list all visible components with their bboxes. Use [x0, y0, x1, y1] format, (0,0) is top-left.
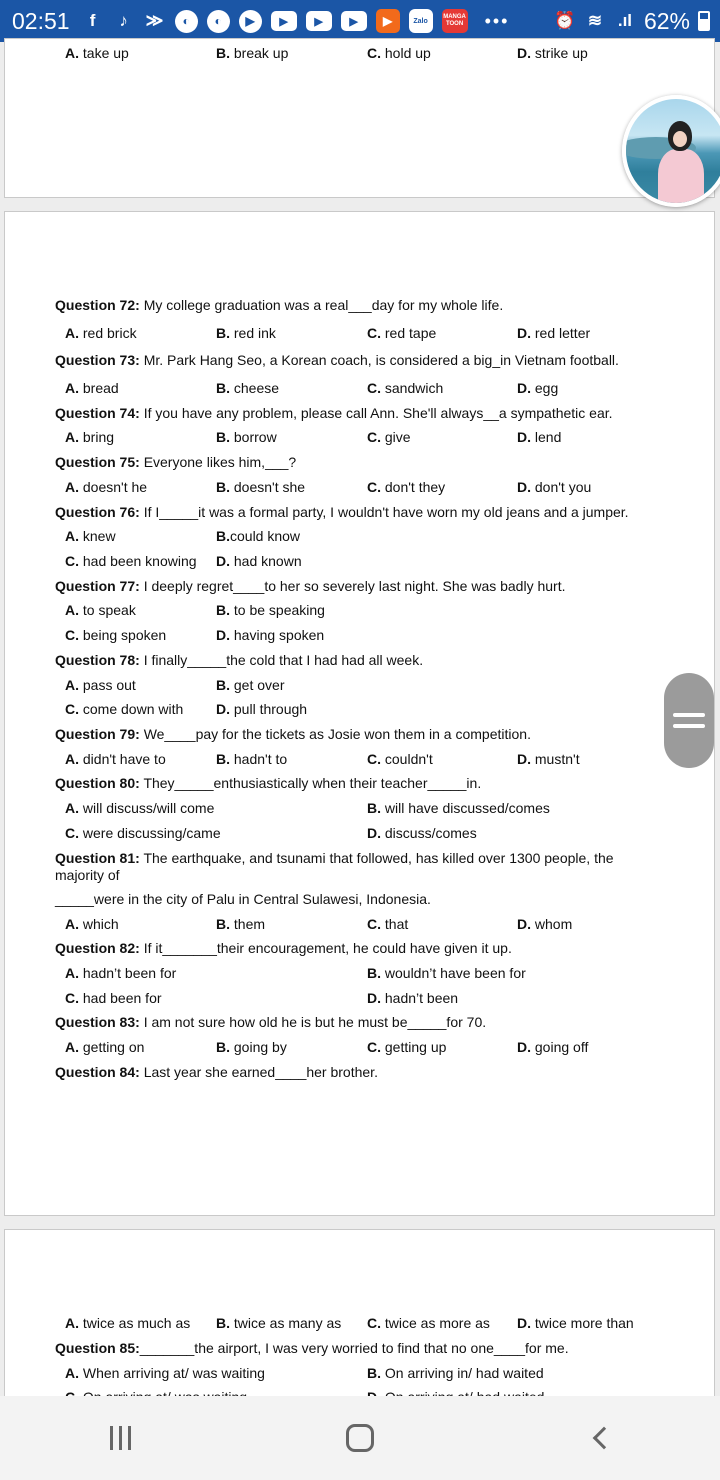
q76-option-d[interactable]: D. had known	[216, 553, 302, 569]
notification-icons	[82, 9, 510, 33]
q84-option-a[interactable]: A. twice as much as	[65, 1315, 191, 1331]
q72-option-c[interactable]: C. red tape	[367, 325, 437, 341]
q80-option-b[interactable]: B. will have discussed/comes	[367, 800, 550, 816]
q71-option-d[interactable]: D. strike up	[517, 45, 588, 61]
q84-option-b[interactable]: B. twice as many as	[216, 1315, 342, 1331]
q85-option-a[interactable]: A. When arriving at/ was waiting	[65, 1365, 265, 1381]
q77-option-d[interactable]: D. having spoken	[216, 627, 325, 643]
question-81: Question 81: The earthquake, and tsunami that followed, has killed over 1300 people, the majority of	[55, 850, 614, 883]
floating-avatar-bubble[interactable]	[622, 95, 720, 207]
back-icon	[593, 1427, 616, 1450]
q83-option-a[interactable]: A. getting on	[65, 1039, 145, 1055]
question-77: Question 77: I deeply regret____to her so severely last night. She was badly hurt.	[55, 578, 566, 594]
q71-option-b[interactable]: B. break up	[216, 45, 289, 61]
clock: 02:51	[12, 7, 70, 34]
q80-option-d[interactable]: D. discuss/comes	[367, 825, 477, 841]
document-page-3	[4, 1229, 715, 1399]
q72-option-b[interactable]: B. red ink	[216, 325, 276, 341]
q81-option-d[interactable]: D. whom	[517, 916, 573, 932]
q82-option-d[interactable]: D. hadn’t been	[367, 990, 459, 1006]
q75-option-a[interactable]: A. doesn't he	[65, 479, 148, 495]
q75-option-b[interactable]: B. doesn't she	[216, 479, 306, 495]
signal-icon: .ıl	[617, 11, 633, 30]
q76-option-c[interactable]: C. had been knowing	[65, 553, 197, 569]
q83-option-c[interactable]: C. getting up	[367, 1039, 447, 1055]
battery-icon	[698, 11, 710, 31]
q84-option-d[interactable]: D. twice more than	[517, 1315, 634, 1331]
q81-option-c[interactable]: C. that	[367, 916, 409, 932]
q71-option-c[interactable]: C. hold up	[367, 45, 431, 61]
q77-option-c[interactable]: C. being spoken	[65, 627, 167, 643]
q75-option-d[interactable]: D. don't you	[517, 479, 592, 495]
question-78: Question 78: I finally_____the cold that I had had all week.	[55, 652, 424, 668]
avatar-person	[658, 121, 704, 207]
question-74: Question 74: If you have any problem, please call Ann. She'll always__a sympathetic ear.	[55, 405, 613, 421]
question-83: Question 83: I am not sure how old he is but he must be_____for 70.	[55, 1014, 487, 1030]
alarm-icon: ⏰	[554, 11, 576, 30]
youtube-icon: ▶	[341, 11, 367, 31]
q74-option-c[interactable]: C. give	[367, 429, 411, 445]
app-circle-icon: ◐	[175, 10, 198, 33]
play-circle-icon: ▶	[239, 10, 262, 33]
q72-option-a[interactable]: A. red brick	[65, 325, 137, 341]
question-73: Question 73: Mr. Park Hang Seo, a Korean coach, is considered a big_in Vietnam football.	[55, 352, 619, 368]
q71-option-a[interactable]: A. take up	[65, 45, 129, 61]
q74-option-a[interactable]: A. bring	[65, 429, 115, 445]
home-button[interactable]	[330, 1413, 390, 1463]
q73-option-b[interactable]: B. cheese	[216, 380, 280, 396]
facebook-icon: f	[89, 11, 96, 30]
q78-option-b[interactable]: B. get over	[216, 677, 285, 693]
question-72: Question 72: My college graduation was a real___day for my whole life.	[55, 297, 504, 313]
zalo-icon: Zalo	[409, 9, 433, 33]
q79-option-c[interactable]: C. couldn't	[367, 751, 433, 767]
mangatoon-icon: MANGA TOON	[442, 9, 468, 33]
back-button[interactable]	[570, 1413, 630, 1463]
q79-option-d[interactable]: D. mustn't	[517, 751, 580, 767]
fast-scroll-handle[interactable]	[664, 673, 714, 768]
q80-option-a[interactable]: A. will discuss/will come	[65, 800, 215, 816]
q78-option-d[interactable]: D. pull through	[216, 701, 308, 717]
document-page-1	[4, 38, 715, 198]
app-circle-icon: ◐	[207, 10, 230, 33]
recent-apps-button[interactable]	[90, 1413, 150, 1463]
question-85: Question 85:_______the airport, I was very worried to find that no one____for me.	[55, 1340, 569, 1356]
youtube-icon: ▶	[271, 11, 297, 31]
q72-option-d[interactable]: D. red letter	[517, 325, 591, 341]
q82-option-b[interactable]: B. wouldn’t have been for	[367, 965, 526, 981]
wifi-icon: ≋	[587, 11, 603, 30]
q85-option-b[interactable]: B. On arriving in/ had waited	[367, 1365, 544, 1381]
q78-option-a[interactable]: A. pass out	[65, 677, 136, 693]
status-bar	[0, 0, 720, 42]
navigation-bar	[0, 1396, 720, 1480]
question-84: Question 84: Last year she earned____her brother.	[55, 1064, 378, 1080]
q78-option-c[interactable]: C. come down with	[65, 701, 184, 717]
q74-option-d[interactable]: D. lend	[517, 429, 562, 445]
question-79: Question 79: We____pay for the tickets as Josie won them in a competition.	[55, 726, 531, 742]
q73-option-a[interactable]: A. bread	[65, 380, 119, 396]
q76-option-a[interactable]: A. knew	[65, 528, 116, 544]
battery-percent: 62%	[643, 7, 690, 34]
q81-option-a[interactable]: A. which	[65, 916, 119, 932]
q82-option-c[interactable]: C. had been for	[65, 990, 162, 1006]
q84-option-c[interactable]: C. twice as more as	[367, 1315, 490, 1331]
q82-option-a[interactable]: A. hadn’t been for	[65, 965, 177, 981]
home-icon	[346, 1424, 374, 1452]
youtube-icon: ▶	[306, 11, 332, 31]
q76-option-b[interactable]: B.could know	[216, 528, 301, 544]
document-page-2	[4, 211, 715, 1216]
q77-option-b[interactable]: B. to be speaking	[216, 602, 325, 618]
q83-option-d[interactable]: D. going off	[517, 1039, 589, 1055]
q81-option-b[interactable]: B. them	[216, 916, 266, 932]
q79-option-a[interactable]: A. didn't have to	[65, 751, 166, 767]
question-75: Question 75: Everyone likes him,___?	[55, 454, 297, 470]
q75-option-c[interactable]: C. don't they	[367, 479, 446, 495]
question-76: Question 76: If I_____it was a formal party, I wouldn't have worn my old jeans and a jumper.	[55, 504, 629, 520]
tiktok-icon: ♪	[119, 11, 128, 30]
more-notifications-icon: •••	[484, 10, 510, 31]
q73-option-d[interactable]: D. egg	[517, 380, 559, 396]
q80-option-c[interactable]: C. were discussing/came	[65, 825, 221, 841]
recent-apps-icon	[110, 1426, 131, 1450]
q77-option-a[interactable]: A. to speak	[65, 602, 136, 618]
q73-option-c[interactable]: C. sandwich	[367, 380, 444, 396]
q83-option-b[interactable]: B. going by	[216, 1039, 287, 1055]
app-icon: ≫	[145, 11, 164, 30]
question-82: Question 82: If it_______their encouragement, he could have given it up.	[55, 940, 512, 956]
q74-option-b[interactable]: B. borrow	[216, 429, 277, 445]
question-81-continued: _____were in the city of Palu in Central Sulawesi, Indonesia.	[55, 891, 431, 907]
play-icon: ▶	[376, 9, 400, 33]
system-icons	[554, 8, 710, 35]
q79-option-b[interactable]: B. hadn't to	[216, 751, 288, 767]
question-80: Question 80: They_____enthusiastically when their teacher_____in.	[55, 775, 482, 791]
